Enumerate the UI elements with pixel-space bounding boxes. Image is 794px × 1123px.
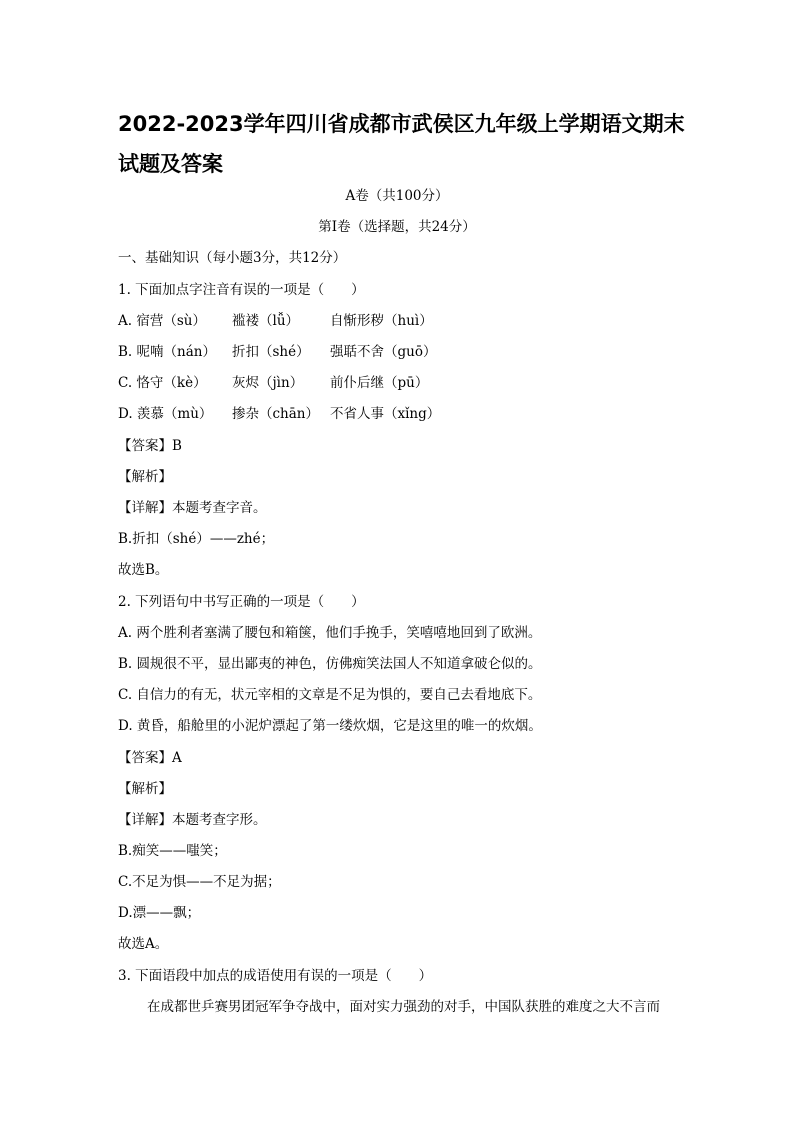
q1-option-d-word2: 掺杂（chān）: [232, 406, 319, 422]
q3-paragraph: 在成都世乒赛男团冠军争夺战中，面对实力强劲的对手，中国队获胜的难度之大不言而: [147, 999, 660, 1015]
q2-option-a: A. 两个胜利者塞满了腰包和箱箧，他们手挽手，笑嘻嘻地回到了欧洲。: [118, 625, 542, 641]
q1-conclusion: 故选B。: [118, 562, 169, 578]
q1-option-c-word1: C. 恪守（kè）: [118, 375, 207, 391]
q1-option-d-word3: 不省人事（xǐng）: [330, 406, 441, 422]
part-heading: 第Ⅰ卷（选择题，共24分）: [318, 219, 476, 235]
q1-option-d-word1: D. 羡慕（mù）: [118, 406, 213, 422]
q1-option-b-word3: 强聒不舍（guō）: [330, 344, 437, 360]
q1-option-a-word3: 自惭形秽（huì）: [330, 313, 433, 329]
question-3-stem: 3. 下面语段中加点的成语使用有误的一项是（ ）: [118, 968, 433, 984]
q1-option-b-word1: B. 呢喃（nán）: [118, 344, 216, 360]
q1-option-c-word2: 灰烬（jìn）: [232, 375, 304, 391]
q1-detail: 【详解】本题考查字音。: [118, 500, 267, 516]
q1-option-a-word1: A. 宿营（sù）: [118, 313, 206, 329]
q1-analysis-label: 【解析】: [118, 469, 172, 485]
q1-option-b-word2: 折扣（shé）: [232, 344, 310, 360]
q2-answer: 【答案】A: [118, 750, 182, 766]
title-line-2: 试题及答案: [118, 152, 223, 176]
document-title: [118, 104, 708, 184]
q2-option-c: C. 自信力的有无，状元宰相的文章是不足为惧的，要自己去看地底下。: [118, 687, 542, 703]
volume-heading: A卷（共100分）: [345, 188, 449, 204]
q1-explain-line: B.折扣（shé）——zhé；: [118, 531, 275, 547]
q1-answer: 【答案】B: [118, 438, 182, 454]
q1-option-c-word3: 前仆后继（pū）: [330, 375, 429, 391]
q2-conclusion: 故选A。: [118, 936, 169, 952]
q2-option-d: D. 黄昏，船舱里的小泥炉漂起了第一缕炊烟，它是这里的唯一的炊烟。: [118, 718, 542, 734]
q2-explain-line-3: D.漂——飘；: [118, 905, 201, 921]
q2-explain-line-2: C.不足为惧——不足为据；: [118, 874, 281, 890]
section-heading: 一、基础知识（每小题3分，共12分）: [118, 250, 347, 266]
q2-option-b: B. 圆规很不平，显出鄙夷的神色，仿佛痴笑法国人不知道拿破仑似的。: [118, 656, 542, 672]
question-2-stem: 2. 下列语句中书写正确的一项是（ ）: [118, 594, 365, 610]
title-line-1: 2022-2023学年四川省成都市武侯区九年级上学期语文期末: [118, 112, 685, 136]
q2-explain-line-1: B.痴笑——嗤笑；: [118, 843, 227, 859]
question-1-stem: 1. 下面加点字注音有误的一项是（ ）: [118, 282, 365, 298]
q2-analysis-label: 【解析】: [118, 781, 172, 797]
q1-option-a-word2: 褴褛（lǚ）: [232, 313, 300, 329]
q2-detail: 【详解】本题考查字形。: [118, 812, 267, 828]
